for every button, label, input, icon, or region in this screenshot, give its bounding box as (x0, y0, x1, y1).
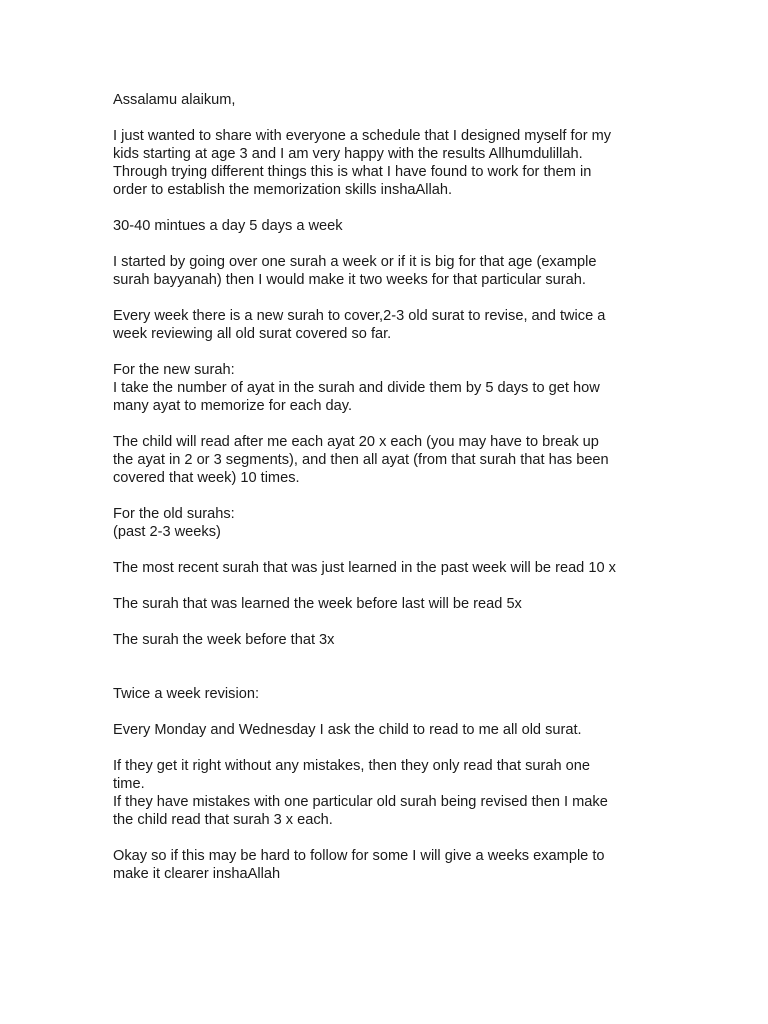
document-body (113, 91, 663, 883)
reading-method-paragraph: The child will read after me each ayat 20 x each (you may have to break up the ayat in 2 or 3 segments), and then all ayat (from that surah that has been covered that week) 10 times. (113, 434, 609, 486)
old-surahs-heading: For the old surahs: (past 2-3 weeks) (113, 506, 235, 540)
week-before-last-rule: The surah that was learned the week before last will be read 5x (113, 596, 522, 612)
weekly-structure-paragraph: Every week there is a new surah to cover,2-3 old surat to revise, and twice a week reviewing all old surat covered so far. (113, 308, 606, 342)
recent-surah-rule: The most recent surah that was just learned in the past week will be read 10 x (113, 560, 616, 576)
mistakes-paragraph: If they get it right without any mistakes, then they only read that surah one time. If they have mistakes with one particular old surah being revised then I make the child read that surah 3 x each. (113, 758, 608, 828)
approach-paragraph: I started by going over one surah a week or if it is big for that age (example surah bayyanah) then I would make it two weeks for that particular surah. (113, 254, 597, 288)
closing-paragraph: Okay so if this may be hard to follow for some I will give a weeks example to make it clearer inshaAllah (113, 848, 605, 882)
revision-days-paragraph: Every Monday and Wednesday I ask the child to read to me all old surat. (113, 722, 582, 738)
time-commitment: 30-40 mintues a day 5 days a week (113, 218, 343, 234)
intro-paragraph: I just wanted to share with everyone a schedule that I designed myself for my kids starting at age 3 and I am very happy with the results Allhumdulillah. Through trying different things this is what I have found to work for them in order to establish the memorization skills inshaAllah. (113, 128, 612, 198)
week-before-that-rule: The surah the week before that 3x (113, 632, 335, 648)
new-surah-section: For the new surah: I take the number of ayat in the surah and divide them by 5 days to get how many ayat to memorize for each day. (113, 362, 600, 414)
revision-heading: Twice a week revision: (113, 686, 259, 702)
greeting: Assalamu alaikum, (113, 92, 236, 108)
